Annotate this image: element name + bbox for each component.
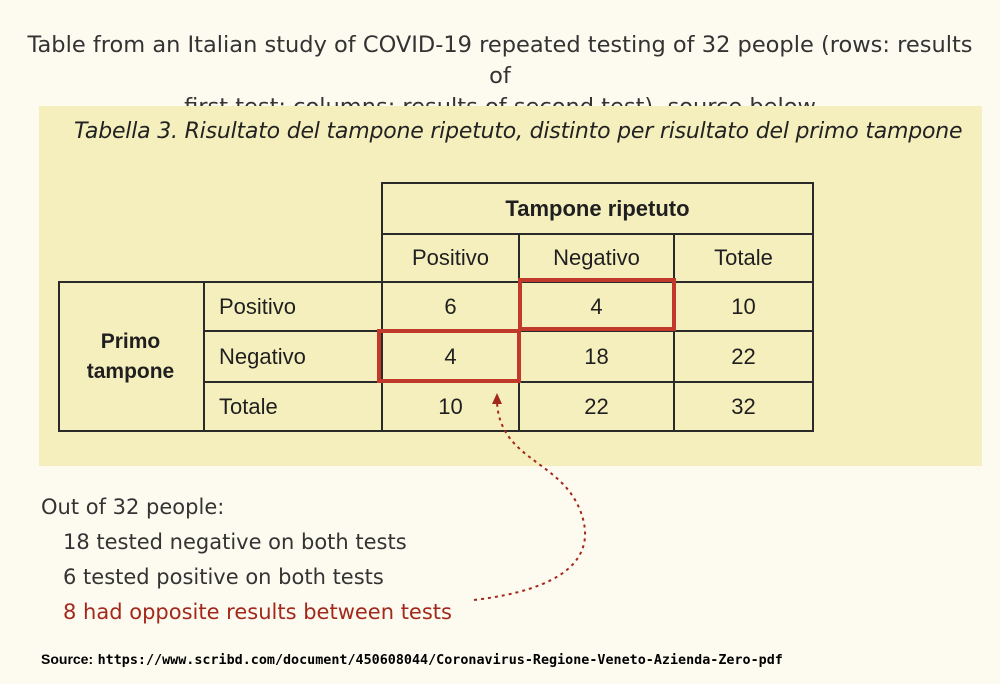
table-caption: Tabella 3. Risultato del tampone ripetuto, distinto per risultato del primo tampone (74, 119, 963, 144)
summary-heading: Out of 32 people: (41, 495, 225, 519)
row-group-line-1: Primo (100, 330, 161, 353)
table-cell: 32 (731, 393, 756, 419)
table-cell: 10 (438, 393, 463, 419)
summary-item: 6 tested positive on both tests (63, 565, 384, 589)
column-header-totale: Totale (714, 245, 773, 270)
column-header-positivo: Positivo (411, 245, 490, 270)
row-label-negativo: Negativo (219, 343, 306, 369)
table-cell: 18 (584, 343, 609, 369)
table-cell: 22 (731, 343, 756, 369)
table-cell: 10 (731, 293, 756, 319)
table-cell: 22 (584, 393, 609, 419)
arrow-path (474, 402, 585, 600)
row-label-totale: Totale (219, 393, 278, 419)
arrow-head (492, 393, 502, 404)
source-label: Source: (41, 651, 94, 667)
table-cell: 4 (590, 293, 603, 319)
table-cell: 4 (444, 343, 457, 369)
table-cell: 6 (444, 293, 457, 319)
summary-item: 18 tested negative on both tests (63, 530, 407, 554)
summary-item-highlight: 8 had opposite results between tests (63, 600, 452, 624)
column-header-negativo: Negativo (553, 245, 640, 270)
row-group-line-2: tampone (86, 360, 175, 383)
summary (41, 490, 452, 630)
source-url[interactable]: https://www.scribd.com/document/450608044/Coronavirus-Regione-Veneto-Azienda-Zero-pdf (97, 653, 783, 668)
column-group-header: Tampone ripetuto (505, 195, 690, 221)
slide-title-line-1: Table from an Italian study of COVID-19 repeated testing of 32 people (rows: results of (27, 32, 973, 89)
row-label-positivo: Positivo (219, 293, 297, 319)
source-line (41, 651, 783, 668)
